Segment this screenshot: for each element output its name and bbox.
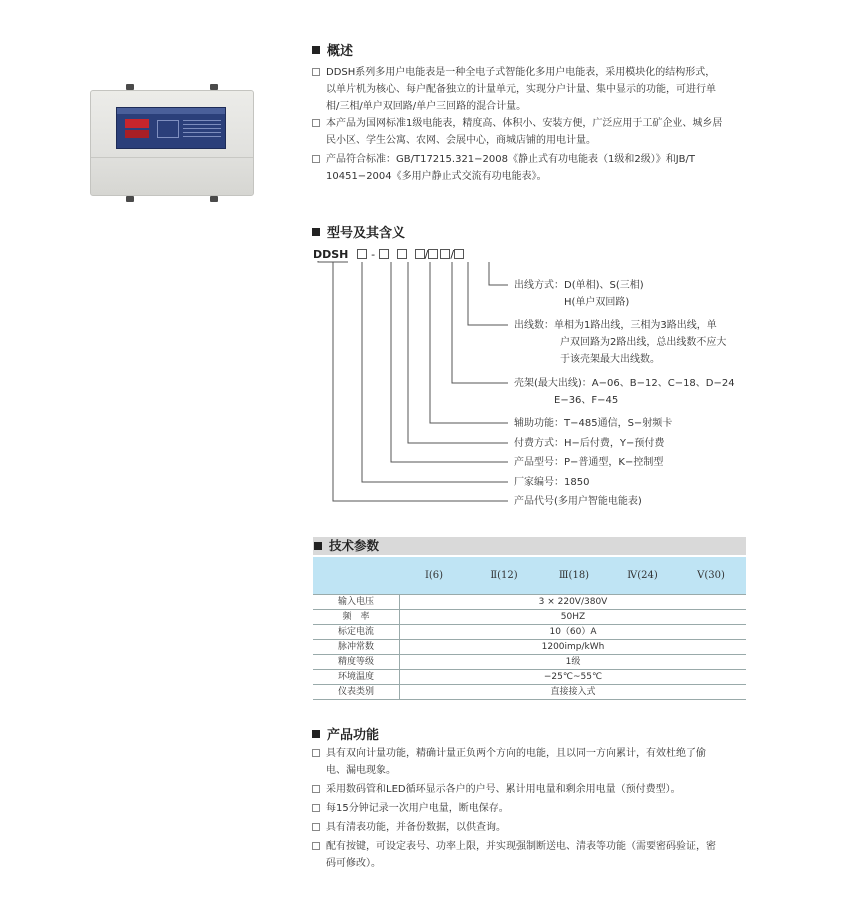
checkbox-icon [312,823,320,831]
overview-item: 产品符合标准：GB/T17215.321−2008《静止式有功电能表（1级和2级）》和JB/T 10451−2004《多用户静止式交流有功电能表》。 [312,151,748,185]
table-row: 环境温度 −25℃~55℃ [313,670,746,685]
table-row: 精度等级 1级 [313,655,746,670]
specs-title: 技术参数 [313,537,746,555]
model-label: 壳架(最大出线)：A−06、B−12、C−18、D−24 E−36、F−45 [514,378,735,406]
overview-title: 概述 [312,40,353,59]
function-item: 采用数码管和LED循环显示各户的户号、累计用电量和剩余用电量（预付费型）。 [312,781,748,798]
model-label: 厂家编号：1850 [514,477,590,488]
overview-item: 本产品为国网标准1级电能表，精度高、体积小、安装方便，广泛应用于工矿企业、城乡居 民小区、学生公寓、农网、会展中心，商城店铺的用电计量。 [312,115,748,149]
specs-header-cell: Ⅴ(30) [697,570,725,581]
table-row: 频 率 50HZ [313,610,746,625]
specs-header-cell [313,557,399,594]
specs-table [313,537,746,700]
checkbox-icon [312,785,320,793]
table-row: 脉冲常数 1200imp/kWh [313,640,746,655]
functions-list [312,745,748,872]
function-item: 配有按键，可设定表号、功率上限，并实现强制断送电、清表等功能（需要密码验证，密 码可修改）。 [312,838,748,872]
table-row: 标定电流 10（60）A [313,625,746,640]
model-label: 付费方式：H−后付费，Y−预付费 [514,438,665,449]
function-item: 具有清表功能，并备份数据，以供查询。 [312,819,748,836]
table-row: 仪表类别 直接接入式 [313,685,746,700]
model-title: 型号及其含义 [312,222,405,241]
model-label: 出线方式：D(单相)、S(三相) H(单户双回路) [514,280,644,308]
table-row: 输入电压 3 × 220V/380V [313,595,746,610]
specs-header-cell: Ⅳ(24) [627,570,658,581]
checkbox-icon [312,842,320,850]
specs-header-cell: Ⅲ(18) [558,570,590,581]
specs-header-cell: Ⅰ(6) [424,570,444,581]
model-label: 产品代号(多用户智能电能表) [514,496,642,507]
function-item: 每15分钟记录一次用户电量，断电保存。 [312,800,748,817]
model-label: 出线数：单相为1路出线，三相为3路出线，单 户双回路为2路出线，总出线数不应大 于该壳架最大出线数。 [514,320,727,365]
model-label: 辅助功能：T−485通信，S−射频卡 [514,418,673,429]
overview-item: DDSH系列多用户电能表是一种全电子式智能化多用户电能表，采用模块化的结构形式， 以单片机为核心、每户配备独立的计量单元，实现分户计量、集中显示的功能，可进行单 相/三相/单户双回路/单户三回路的混合计量。 [312,64,748,115]
specs-header-cell: Ⅱ(12) [490,570,518,581]
functions-title: 产品功能 [312,724,379,743]
checkbox-icon [312,749,320,757]
specs-header [313,557,746,594]
model-code: DDSH - / / [313,248,464,261]
function-item: 具有双向计量功能，精确计量正负两个方向的电能，且以同一方向累计，有效杜绝了偷 电、漏电现象。 [312,745,748,779]
checkbox-icon [312,804,320,812]
model-label: 产品型号：P−普通型，K−控制型 [514,457,664,468]
